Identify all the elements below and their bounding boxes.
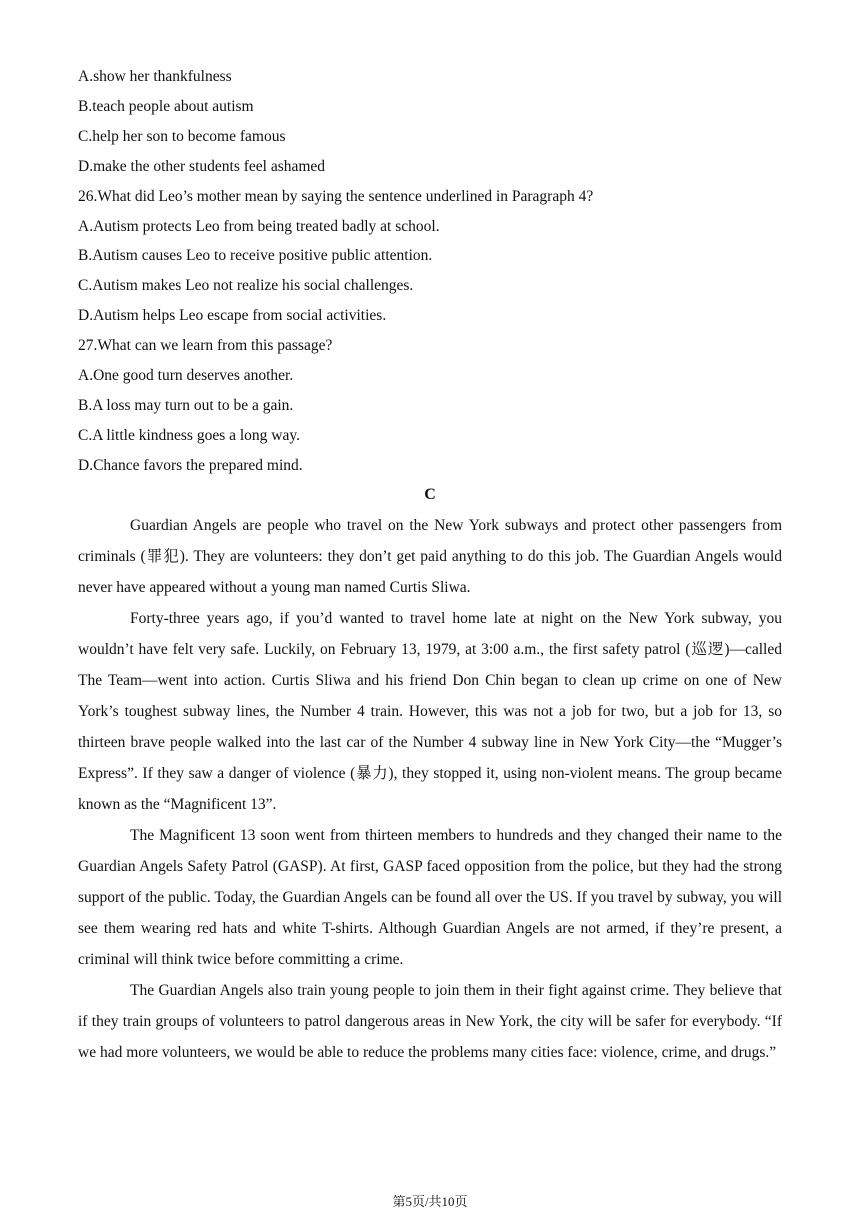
section-heading: C (424, 486, 436, 503)
q25-option-b: B.teach people about autism (78, 97, 254, 115)
q25-option-c: C.help her son to become famous (78, 127, 286, 145)
q26-option-d: D.Autism helps Leo escape from social activities. (78, 307, 387, 325)
page-number: 第5页/共10页 (392, 1194, 468, 1209)
q27-option-d: D.Chance favors the prepared mind. (78, 456, 303, 474)
q26-option-c: C.Autism makes Leo not realize his social challenges. (78, 277, 414, 295)
q26-option-a: A.Autism protects Leo from being treated badly at school. (78, 217, 440, 235)
q27-option-c: C.A little kindness goes a long way. (78, 426, 301, 444)
q25-option-d: D.make the other students feel ashamed (78, 157, 326, 175)
q25-option-a: A.show her thankfulness (78, 68, 232, 85)
question-block (78, 62, 782, 481)
passage-paragraph-1: Guardian Angels are people who travel on the New York subways and protect other passengers from criminals (罪犯). They are volunteers: they don’t get paid anything to do this job. The Guardian Angels would never have appeared without a young man named Curtis Sliwa. (78, 517, 782, 596)
passage-paragraph-3: The Magnificent 13 soon went from thirteen members to hundreds and they changed their name to the Guardian Angels Safety Patrol (GASP). At first, GASP faced opposition from the police, but they had the strong support of the public. Today, the Guardian Angels can be found all over the US. If you travel by subway, you will see them wearing red hats and white T-shirts. Although Guardian Angels are not armed, if they’re present, a criminal will think twice before committing a crime. (78, 827, 782, 968)
q27-option-a: A.One good turn deserves another. (78, 367, 294, 385)
q26-option-b: B.Autism causes Leo to receive positive public attention. (78, 247, 433, 265)
passage-c (78, 510, 782, 1068)
q27-question: 27.What can we learn from this passage? (78, 337, 333, 355)
q26-question: 26.What did Leo’s mother mean by saying the sentence underlined in Paragraph 4? (78, 187, 594, 205)
q27-option-b: B.A loss may turn out to be a gain. (78, 396, 294, 414)
passage-paragraph-2: Forty-three years ago, if you’d wanted to travel home late at night on the New York subway, you wouldn’t have felt very safe. Luckily, on February 13, 1979, at 3:00 a.m., the first safety patrol (巡逻)—called The Team—went into action. Curtis Sliwa and his friend Don Chin began to clean up crime on one of New York’s toughest subway lines, the Number 4 train. However, this was not a job for two, but a job for 13, so thirteen brave people walked into the last car of the Number 4 subway line in New York City—the “Mugger’s Express”. If they saw a danger of violence (暴力), they stopped it, using non-violent means. The group became known as the “Magnificent 13”. (78, 610, 782, 813)
passage-paragraph-4: The Guardian Angels also train young people to join them in their fight against crime. They believe that if they train groups of volunteers to patrol dangerous areas in New York, the city will be safer for everybody. “If we had more volunteers, we would be able to reduce the problems many cities face: violence, crime, and drugs.” (78, 982, 782, 1061)
